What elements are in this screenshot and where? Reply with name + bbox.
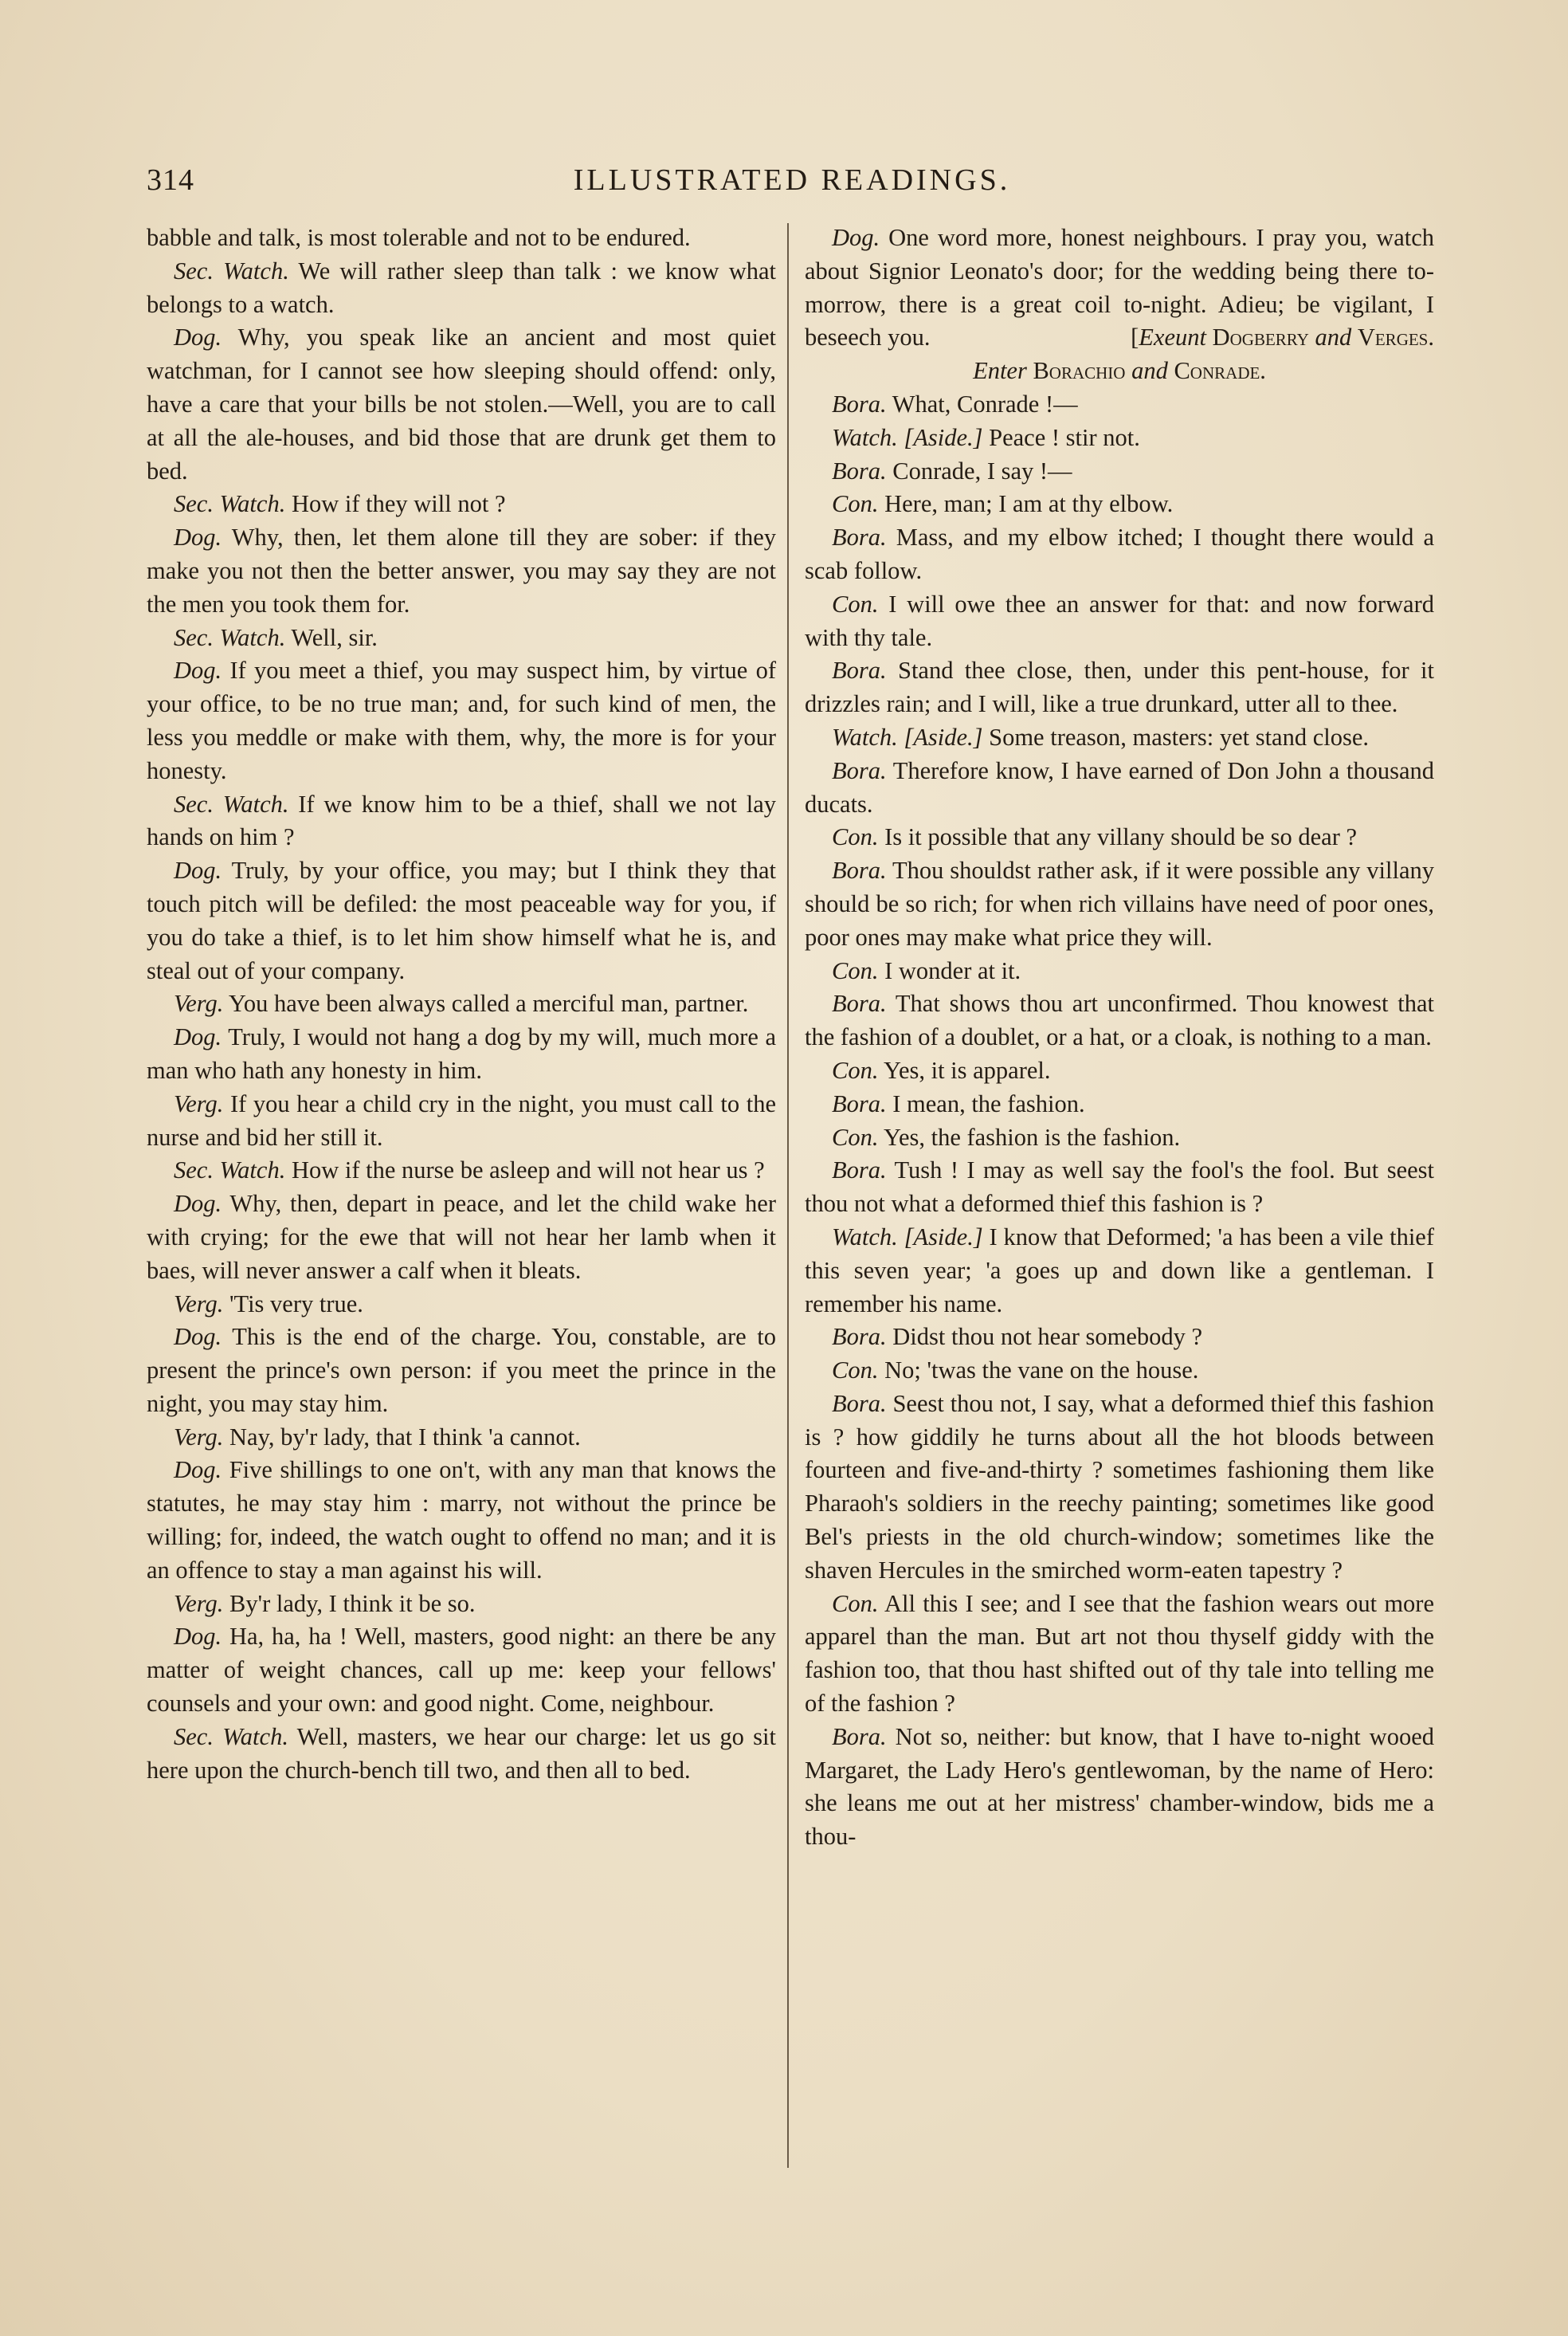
speech-paragraph (805, 955, 1434, 988)
speaker-label: Dog. (174, 657, 222, 685)
speech-paragraph (147, 987, 776, 1021)
speech-text: Well, sir. (291, 623, 378, 651)
speech-text: Not so, neither: but know, that I have to-night wooed Margaret, the Lady Hero's gentlewoman, by the name of Hero: she leans me out at her mistress' chamber-window, bids me a thou- (805, 1722, 1434, 1851)
speech-paragraph (147, 1021, 776, 1088)
speech-paragraph (147, 1288, 776, 1321)
speaker-label: Watch. (832, 1223, 898, 1250)
speaker-label: Dog. (174, 324, 222, 351)
speech-text: Why, you speak like an ancient and most quiet watchman, for I cannot see how sleeping should offend: only, have a care that your bills be not stolen.—Well, you are to call at all the ale-houses, and bid those that are drunk get them to bed. (147, 324, 776, 485)
speech-text: Yes, the fashion is the fashion. (883, 1123, 1181, 1151)
speaker-label: Con. (832, 1589, 879, 1617)
speech-paragraph (147, 488, 776, 521)
speech-paragraph (805, 821, 1434, 854)
speech-text: Seest thou not, I say, what a deformed thief this fashion is ? how giddily he turns about all the hot bloods between fourteen and five-and-thirty ? sometimes fashioning them like Pharaoh's soldiers in the reechy painting; sometimes like good Bel's priests in the old church-window; sometimes like the shaven Hercules in the smirched worm-eaten tapestry ? (805, 1389, 1434, 1584)
speech-text: One word more, honest neighbours. I pray you, watch about Signior Leonato's door; for the wedding being there to-morrow, there is a great coil to-night. Adieu; be vigilant, I beseech you. (805, 224, 1434, 351)
speaker-label: Sec. Watch. (174, 623, 286, 651)
speaker-label: Sec. Watch. (174, 1722, 288, 1750)
speaker-label: Verg. (174, 1089, 224, 1117)
speech-text: By'r lady, I think it be so. (229, 1589, 476, 1617)
speaker-label: Con. (832, 490, 879, 518)
speech-text: All this I see; and I see that the fashion wears out more apparel than the man. But art not thou thyself giddy with the fashion too, that thou hast shifted out of thy tale into telling me of the fashion ? (805, 1589, 1434, 1718)
speaker-label: Verg. (174, 990, 224, 1018)
speech-text: Tush ! I may as well say the fool's the fool. But seest thou not what a deformed thief this fashion is ? (805, 1156, 1434, 1218)
speech-text: How if they will not ? (291, 490, 506, 518)
speaker-label: Bora. (832, 1156, 887, 1184)
speech-paragraph (805, 1221, 1434, 1321)
speech-paragraph (805, 588, 1434, 655)
speech-paragraph (805, 1321, 1434, 1354)
speech-paragraph (147, 222, 776, 255)
speech-text: That shows thou art unconfirmed. Thou knowest that the fashion of a doublet, or a hat, or a cloak, is nothing to a man. (805, 990, 1435, 1051)
aside-direction: [Aside.] (904, 723, 983, 751)
speech-text: 'Tis very true. (229, 1290, 363, 1317)
speaker-label: Bora. (832, 1389, 887, 1417)
speech-text: Some treason, masters: yet stand close. (989, 723, 1370, 751)
speaker-label: Verg. (174, 1589, 224, 1617)
speech-text: Therefore know, I have earned of Don John a thousand ducats. (805, 756, 1434, 818)
speech-text: If we know him to be a thief, shall we not lay hands on him ? (147, 790, 776, 851)
page-header (147, 163, 1437, 202)
speech-paragraph (147, 1321, 776, 1420)
speech-text: Thou shouldst rather ask, if it were possible any villany should be so rich; for when rich villains have need of poor ones, poor ones may make what price they will. (805, 857, 1434, 951)
speech-text: You have been always called a merciful man, partner. (228, 990, 749, 1018)
speech-paragraph (805, 654, 1434, 721)
speaker-label: Con. (832, 823, 879, 851)
enter-stage-direction (805, 355, 1434, 388)
speech-paragraph (805, 1588, 1434, 1721)
direction-joiner: and (1131, 357, 1168, 385)
speech-paragraph (147, 654, 776, 787)
speech-paragraph (805, 721, 1434, 755)
direction-joiner: and (1315, 324, 1352, 351)
speaker-label: Sec. Watch. (174, 790, 289, 818)
speaker-label: Dog. (174, 1623, 222, 1651)
speech-paragraph (805, 987, 1434, 1054)
speech-text: Why, then, depart in peace, and let the child wake her with crying; for the ewe that will not hear her lamb when it baes, will never answer a calf when it bleats. (147, 1190, 777, 1284)
speaker-label: Con. (832, 1356, 879, 1384)
speaker-label: Dog. (832, 224, 880, 251)
speech-paragraph (147, 1421, 776, 1455)
speech-text: Five shillings to one on't, with any man that knows the statutes, he may stay him : marry, not without the prince be willing; for, indeed, the watch ought to offend no man; and it is an offence to stay a man against his will. (147, 1456, 776, 1584)
speech-paragraph (805, 1088, 1434, 1121)
speech-paragraph (805, 1721, 1434, 1854)
speech-paragraph (147, 1454, 776, 1587)
speech-text: This is the end of the charge. You, constable, are to present the prince's own person: if you meet the prince in the night, you may stay him. (147, 1323, 777, 1417)
speech-text: Stand thee close, then, under this pent-house, for it drizzles rain; and I will, like a true drunkard, utter all to thee. (805, 657, 1434, 718)
speech-text: Truly, by your office, you may; but I think they that touch pitch will be defiled: the most peaceable way for you, if you do take a thief, is to let him show himself what he is, and steal out of your company. (147, 857, 776, 984)
speech-text: Why, then, let them alone till they are sober: if they make you not then the better answer, you may say they are not the men you took them for. (147, 524, 777, 618)
speech-paragraph (147, 854, 776, 987)
speech-text: Here, man; I am at thy elbow. (884, 490, 1174, 518)
speech-text: How if the nurse be asleep and will not hear us ? (291, 1156, 765, 1184)
speech-text: I wonder at it. (884, 956, 1021, 984)
speech-paragraph (805, 1054, 1434, 1088)
speech-paragraph (147, 1588, 776, 1621)
direction-name: Conrade. (1174, 357, 1266, 385)
speech-text: Peace ! stir not. (989, 423, 1140, 451)
speech-text: I will owe thee an answer for that: and now forward with thy tale. (805, 590, 1434, 651)
direction-name: Dogberry (1212, 324, 1309, 351)
speech-text: babble and talk, is most tolerable and not to be endured. (147, 224, 691, 251)
speaker-label: Dog. (174, 1190, 222, 1218)
speech-paragraph (805, 222, 1434, 355)
speaker-label: Bora. (832, 390, 887, 418)
direction-word: Enter (973, 357, 1027, 385)
page-number: 314 (147, 163, 194, 197)
speaker-label: Con. (832, 1056, 879, 1084)
speech-paragraph (147, 1620, 776, 1720)
direction-word: Exeunt (1139, 324, 1206, 351)
speech-paragraph (147, 255, 776, 322)
speech-text: Conrade, I say !— (892, 457, 1072, 485)
speech-paragraph (805, 422, 1434, 455)
speaker-label: Dog. (174, 1456, 222, 1484)
speech-paragraph (805, 521, 1434, 588)
right-column-dialogue (805, 388, 1434, 1854)
speech-text: Truly, I would not hang a dog by my will, much more a man who hath any honesty in him. (147, 1023, 777, 1084)
speech-text: Yes, it is apparel. (883, 1056, 1051, 1084)
speaker-label: Bora. (832, 990, 887, 1018)
column-divider (787, 223, 789, 2168)
speech-text: Nay, by'r lady, that I think 'a cannot. (229, 1423, 581, 1451)
speaker-label: Dog. (174, 1023, 222, 1051)
speaker-label: Con. (832, 956, 879, 984)
speech-paragraph (805, 1121, 1434, 1155)
speech-paragraph (805, 1154, 1434, 1221)
speaker-label: Dog. (174, 1323, 222, 1351)
speech-paragraph (805, 755, 1434, 822)
speech-text: We will rather sleep than talk : we know what belongs to a watch. (147, 257, 776, 318)
speaker-label: Bora. (832, 657, 887, 685)
speech-paragraph (147, 1154, 776, 1188)
speech-text: What, Conrade !— (892, 390, 1078, 418)
direction-name: Verges. (1357, 324, 1434, 351)
speech-paragraph (805, 488, 1434, 521)
speech-text: Well, masters, we hear our charge: let us go sit here upon the church-bench till two, and then all to bed. (147, 1722, 776, 1784)
speech-paragraph (805, 854, 1434, 954)
left-column (147, 222, 776, 1787)
running-head: ILLUSTRATED READINGS. (573, 163, 1011, 197)
speaker-label: Watch. (832, 423, 898, 451)
speaker-label: Dog. (174, 857, 222, 885)
speaker-label: Verg. (174, 1423, 224, 1451)
speaker-label: Sec. Watch. (174, 257, 289, 285)
speaker-label: Con. (832, 1123, 879, 1151)
speaker-label: Bora. (832, 756, 887, 784)
speaker-label: Bora. (832, 1089, 887, 1117)
speaker-label: Verg. (174, 1290, 224, 1317)
aside-direction: [Aside.] (904, 423, 983, 451)
speech-paragraph (147, 1088, 776, 1155)
speech-text: Mass, and my elbow itched; I thought there would a scab follow. (805, 524, 1434, 584)
speech-paragraph (147, 1721, 776, 1788)
direction-name: Borachio (1033, 357, 1126, 385)
exit-stage-direction: [Exeunt Dogberry and Verges. (1131, 324, 1434, 351)
speech-paragraph (147, 788, 776, 855)
speaker-label: Con. (832, 590, 879, 618)
speaker-label: Sec. Watch. (174, 1156, 286, 1184)
speech-paragraph (147, 321, 776, 488)
speech-paragraph (147, 622, 776, 655)
speech-paragraph (805, 455, 1434, 489)
speech-paragraph (147, 1188, 776, 1287)
right-column (805, 222, 1434, 1854)
speech-text: Didst thou not hear somebody ? (892, 1323, 1203, 1351)
speech-text: Ha, ha, ha ! Well, masters, good night: an there be any matter of weight chances, call up me: keep your fellows' counsels and your own: and good night. Come, neighbour. (147, 1623, 777, 1718)
speech-text: Is it possible that any villany should be so dear ? (884, 823, 1358, 851)
aside-direction: [Aside.] (904, 1223, 983, 1250)
speech-text: No; 'twas the vane on the house. (884, 1356, 1199, 1384)
speech-paragraph (805, 388, 1434, 422)
speech-text: If you meet a thief, you may suspect him, by virtue of your office, to be no true man; and, for such kind of men, the less you meddle or make with them, why, the more is for your honesty. (147, 657, 777, 784)
speech-paragraph (805, 1354, 1434, 1388)
speaker-label: Watch. (832, 723, 898, 751)
speaker-label: Bora. (832, 524, 887, 552)
speech-text: I mean, the fashion. (892, 1089, 1085, 1117)
speaker-label: Bora. (832, 1323, 887, 1351)
speaker-label: Bora. (832, 1722, 887, 1750)
speech-text: If you hear a child cry in the night, you must call to the nurse and bid her still it. (147, 1089, 776, 1151)
speaker-label: Sec. Watch. (174, 490, 286, 518)
speaker-label: Bora. (832, 457, 887, 485)
speech-text: I know that Deformed; 'a has been a vile thief this seven year; 'a goes up and down like a gentleman. I remember his name. (805, 1223, 1434, 1317)
speaker-label: Dog. (174, 524, 222, 552)
speaker-label: Bora. (832, 857, 887, 885)
speech-paragraph (805, 1388, 1434, 1588)
speech-paragraph (147, 521, 776, 621)
